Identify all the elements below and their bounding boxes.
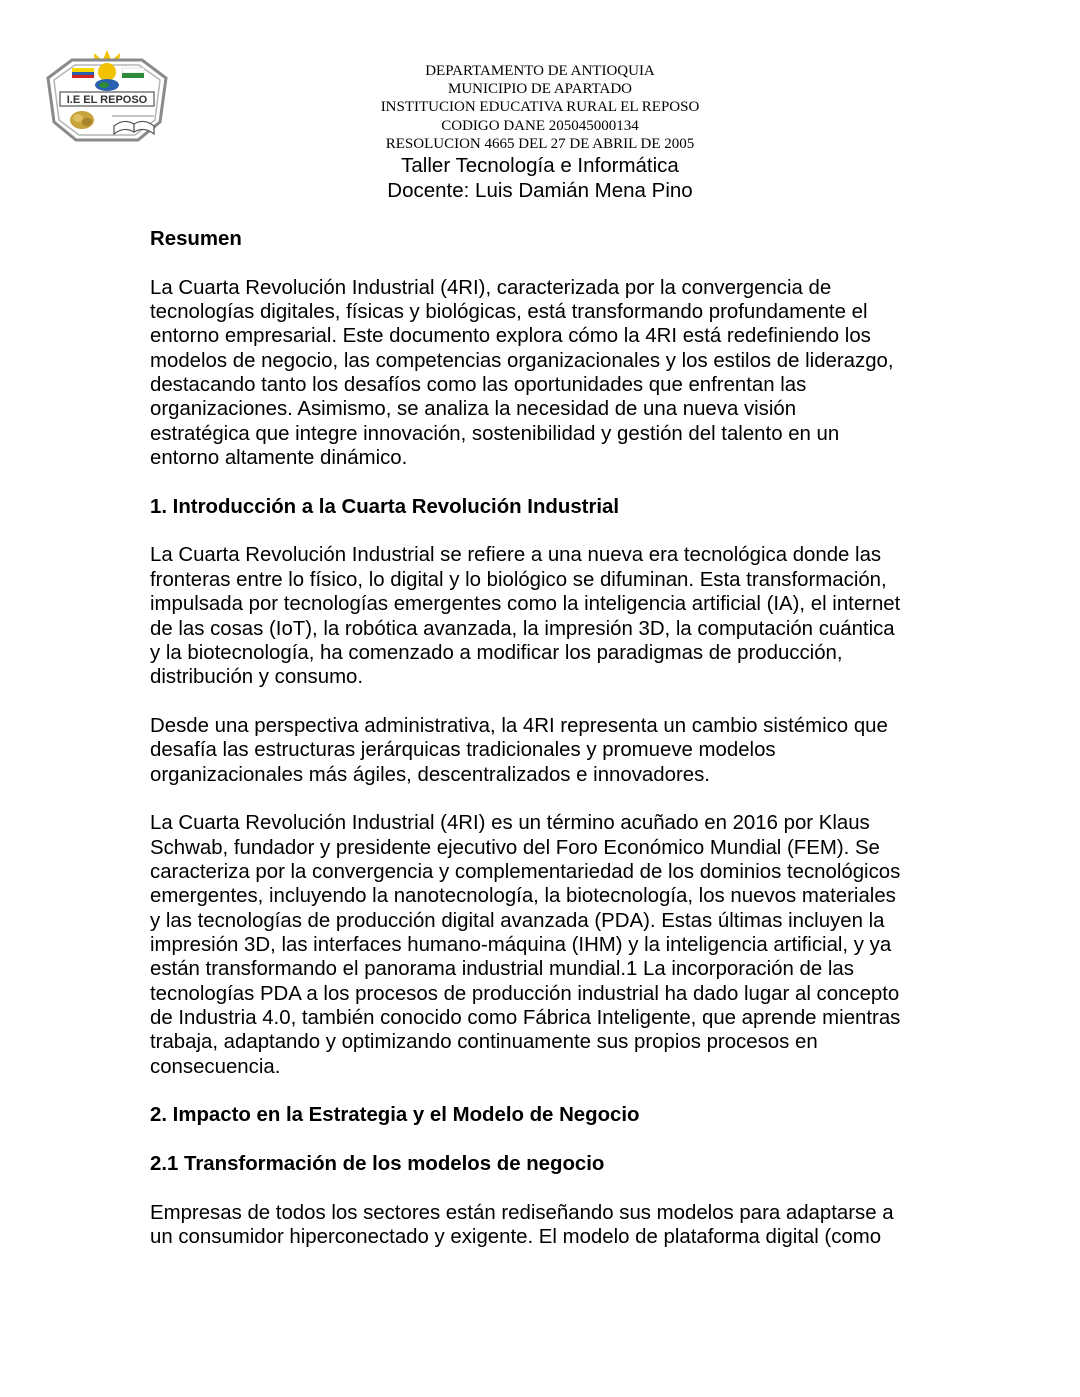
- intro-heading: 1. Introducción a la Cuarta Revolución Industrial: [150, 495, 620, 518]
- intro-p1-line: de las cosas (IoT), la robótica avanzada, la impresión 3D, la computación cuántica: [150, 617, 895, 640]
- intro-p3-line: consecuencia.: [150, 1055, 281, 1078]
- document-body: [150, 227, 950, 1274]
- intro-p1-line: distribución y consumo.: [150, 666, 364, 689]
- intro-p2-line: desafía las estructuras jerárquicas tradicionales y promueve modelos: [150, 739, 776, 762]
- resumen-line: estratégica que integre innovación, sostenibilidad y gestión del talento en un: [150, 422, 840, 445]
- impact-heading: 2. Impacto en la Estrategia y el Modelo de Negocio: [150, 1104, 640, 1127]
- intro-p3-line: La Cuarta Revolución Industrial (4RI) es un término acuñado en 2016 por Klaus: [150, 812, 870, 835]
- models-heading: 2.1 Transformación de los modelos de negocio: [150, 1153, 605, 1176]
- intro-p1-line: impulsada por tecnologías emergentes como la inteligencia artificial (IA), el internet: [150, 593, 901, 616]
- teacher-name: Docente: Luis Damián Mena Pino: [387, 178, 693, 202]
- header-dane-code: CODIGO DANE 205045000134: [441, 117, 639, 134]
- intro-p1-line: La Cuarta Revolución Industrial se refiere a una nueva era tecnológica donde las: [150, 544, 882, 567]
- resumen-line: entorno empresarial. Este documento explora cómo la 4RI está redefiniendo los: [150, 325, 871, 348]
- resumen-line: organizaciones. Asimismo, se analiza la necesidad de una nueva visión: [150, 398, 797, 421]
- intro-p3-line: y las tecnologías de producción digital avanzada (PDA). Estas últimas incluyen la: [150, 909, 885, 932]
- intro-paragraph-3: [150, 811, 950, 1079]
- intro-p3-line: caracteriza por la convergencia y complementariedad de los dominios tecnológicos: [150, 860, 901, 883]
- models-p1-line: un consumidor hiperconectado y exigente. El modelo de plataforma digital (como: [150, 1226, 882, 1249]
- resumen-paragraph: [150, 276, 950, 471]
- header-resolution: RESOLUCION 4665 DEL 27 DE ABRIL DE 2005: [385, 135, 695, 152]
- school-emblem-icon: [42, 48, 172, 144]
- course-title: Taller Tecnología e Informática: [401, 154, 679, 177]
- intro-p1-line: y la biotecnología, ha comenzado a modificar los paradigmas de producción,: [150, 641, 843, 664]
- course-header: [290, 154, 790, 203]
- header-municipality: MUNICIPIO DE APARTADO: [447, 81, 633, 98]
- intro-p3-line: de Industria 4.0, también conocido como Fábrica Inteligente, que aprende mientras: [150, 1007, 901, 1029]
- resumen-heading: Resumen: [150, 228, 242, 250]
- intro-p3-line: Schwab, fundador y presidente ejecutivo del Foro Económico Mundial (FEM). Se: [150, 836, 880, 859]
- models-p1-line: Empresas de todos los sectores están rediseñando sus modelos para adaptarse a: [150, 1201, 894, 1224]
- intro-p3-line: impresión 3D, las interfaces humano-máquina (IHM) y la inteligencia artificial, y ya: [150, 933, 892, 956]
- intro-paragraph-1: [150, 543, 950, 689]
- header-department: DEPARTAMENTO DE ANTIOQUIA: [425, 63, 655, 79]
- intro-paragraph-2: [150, 714, 950, 787]
- school-logo: [42, 48, 172, 144]
- intro-p3-line: emergentes, incluyendo la nanotecnología, la biotecnología, los nuevos materiales: [150, 885, 896, 908]
- models-paragraph-1: [150, 1201, 950, 1250]
- institution-header: [300, 62, 780, 153]
- logo-banner-text: I.E EL REPOSO: [66, 94, 148, 106]
- resumen-line: La Cuarta Revolución Industrial (4RI), caracterizada por la convergencia de: [150, 276, 832, 299]
- intro-p2-line: Desde una perspectiva administrativa, la 4RI representa un cambio sistémico que: [150, 714, 888, 737]
- intro-p3-line: trabaja, adaptando y optimizando continuamente sus propios procesos en: [150, 1031, 818, 1054]
- header-institution: INSTITUCION EDUCATIVA RURAL EL REPOSO: [380, 99, 700, 116]
- intro-p3-line: están transformando el panorama industrial mundial.1 La incorporación de las: [150, 958, 854, 981]
- resumen-line: modelos de negocio, las competencias organizacionales y los estilos de liderazgo,: [150, 349, 894, 372]
- resumen-line: destacando tanto los desafíos como las oportunidades que enfrentan las: [150, 374, 807, 397]
- resumen-line: tecnologías digitales, físicas y biológicas, está transformando profundamente el: [150, 301, 868, 324]
- resumen-line: entorno altamente dinámico.: [150, 447, 408, 470]
- intro-p1-line: fronteras entre lo físico, lo digital y lo biológico se difuminan. Esta transformación,: [150, 568, 887, 591]
- intro-p2-line: organizacionales más ágiles, descentralizados e innovadores.: [150, 763, 710, 786]
- sun: [98, 63, 116, 81]
- intro-p3-line: tecnologías PDA a los procesos de producción industrial ha dado lugar al concepto: [150, 982, 900, 1005]
